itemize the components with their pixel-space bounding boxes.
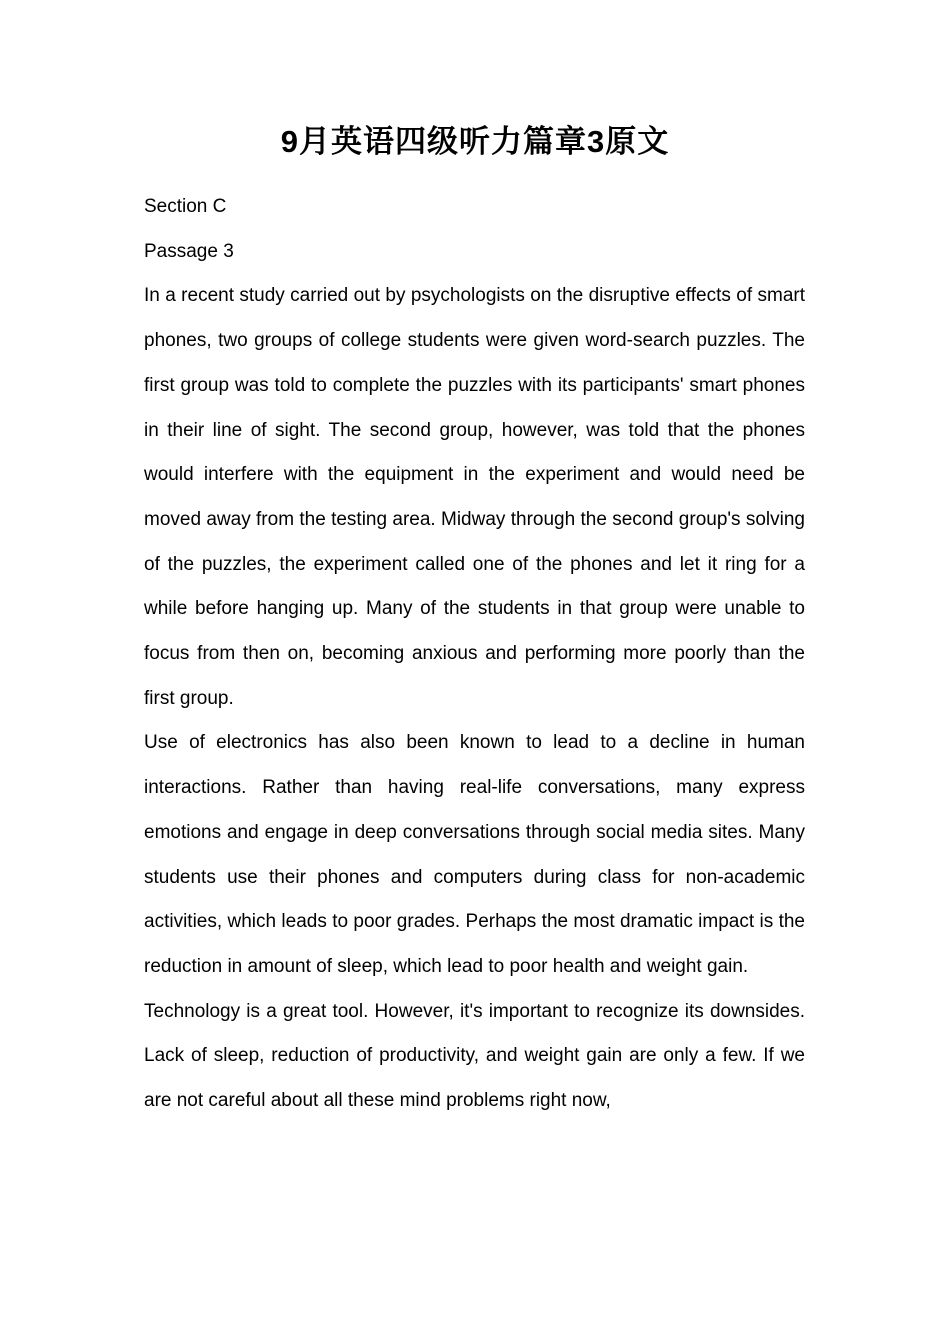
paragraph-2: Use of electronics has also been known to lead to a decline in human interactions. Rather than having real-life conversations, many express emotions and engage in deep conversations through social media sites. Many students use their phones and computers during class for non-academic activities, which leads to poor grades. Perhaps the most dramatic impact is the reduction in amount of sleep, which lead to poor health and weight gain. (144, 732, 805, 977)
passage-label: Passage 3 (144, 240, 234, 262)
page-title: 9月英语四级听力篇章3原文 (280, 124, 670, 159)
paragraph-3: Technology is a great tool. However, it's important to recognize its downsides. Lack of sleep, reduction of productivity, and weight gain are only a few. If we are not careful about all these mind problems right now, (144, 1000, 805, 1112)
document-body (144, 185, 805, 1124)
paragraph-1: In a recent study carried out by psychologists on the disruptive effects of smart phones, two groups of college students were given word-search puzzles. The first group was told to complete the puzzles with its participants' smart phones in their line of sight. The second group, however, was told that the phones would interfere with the equipment in the experiment and would need be moved away from the testing area. Midway through the second group's solving of the puzzles, the experiment called one of the phones and let it ring for a while before hanging up. Many of the students in that group were unable to focus from then on, becoming anxious and performing more poorly than the first group. (144, 285, 805, 709)
section-label: Section C (144, 196, 227, 217)
